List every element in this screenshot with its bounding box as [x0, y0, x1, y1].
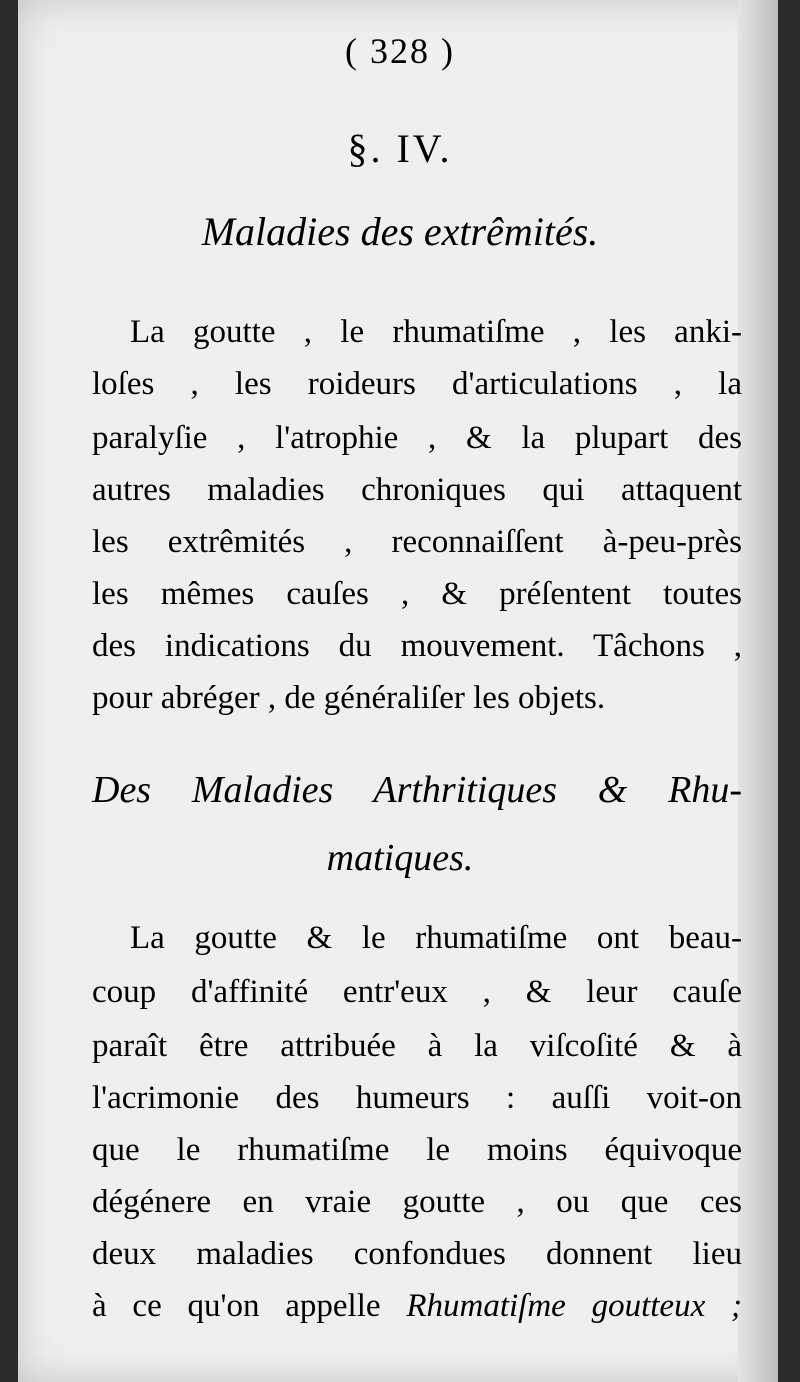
subheading-line-1: Des Maladies Arthritiques & Rhu- [92, 769, 742, 811]
paragraph-2-line: que le rhumatiſme le moins équivoque [92, 1132, 742, 1168]
chapter-heading: Maladies des extrêmités. [201, 209, 599, 254]
page-number: ( 328 ) [345, 31, 455, 71]
paragraph-1-line: La goutte , le rhumatiſme , les anki- [130, 314, 742, 350]
paragraph-2-line: dégénere en vraie goutte , ou que ces [92, 1184, 742, 1220]
paragraph-1-line: les extrêmités , reconnaiſſent à-peu-près [92, 524, 742, 560]
paragraph-2-last-line [92, 1290, 742, 1323]
paragraph-1-line: pour abréger , de généraliſer les objets. [92, 680, 606, 716]
section-number: §. IV. [347, 126, 453, 171]
paragraph-2-last-italic: Rhumatiſme goutteux ; [406, 1288, 742, 1324]
paragraph-1-line: les mêmes cauſes , & préſentent toutes [92, 576, 742, 612]
paragraph-1-line: autres maladies chroniques qui attaquent [92, 472, 742, 508]
paragraph-1-line: loſes , les roideurs d'articulations , la [92, 366, 742, 402]
paragraph-1-line: paralyſie , l'atrophie , & la plupart des [92, 420, 742, 456]
paragraph-2-line: paraît être attribuée à la viſcoſité & à [92, 1028, 742, 1064]
paragraph-1-line: des indications du mouvement. Tâchons , [92, 628, 742, 664]
paragraph-2-line: coup d'affinité entr'eux , & leur cauſe [92, 974, 742, 1010]
paragraph-2-line: deux maladies confondues donnent lieu [92, 1236, 742, 1272]
subheading-line-2: matiques. [326, 837, 474, 879]
paragraph-2-line: l'acrimonie des humeurs : auſſi voit-on [92, 1080, 742, 1116]
paragraph-2-line: La goutte & le rhumatiſme ont beau- [130, 920, 742, 956]
paragraph-2-last-plain: à ce qu'on appelle [92, 1288, 407, 1324]
